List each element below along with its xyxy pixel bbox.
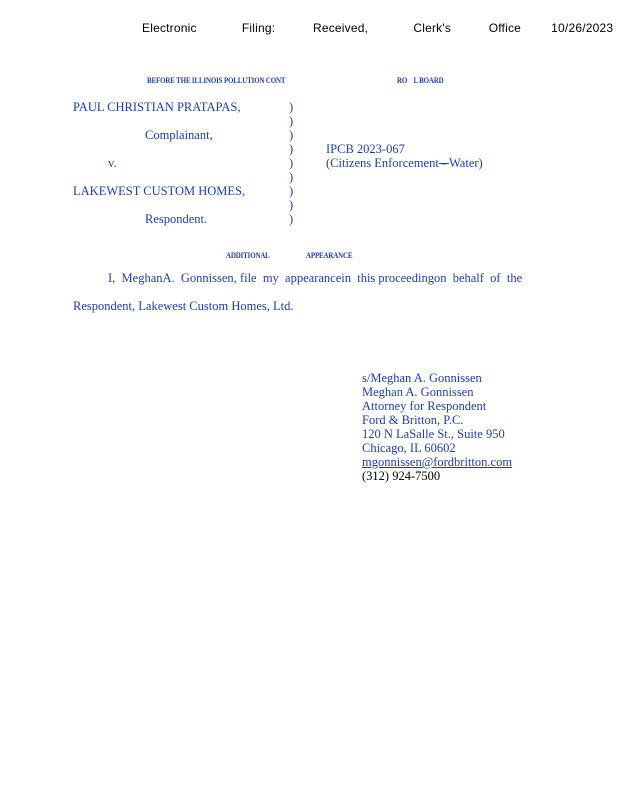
caption-paren: ) <box>289 170 294 184</box>
case-type-suffix: Water) <box>449 156 483 170</box>
caption-paren: ) <box>289 212 294 226</box>
filing-stamp-header: Electronic Filing: Received, Clerk's Office 10/26/2023 <box>142 21 614 35</box>
attorney-email-link[interactable]: mgonnissen@fordbritton.com <box>362 455 513 469</box>
versus-label: v. <box>108 156 117 170</box>
appearance-body-line-2: Respondent, Lakewest Custom Homes, Ltd. <box>73 299 294 313</box>
firm-city-state-zip: Chicago, IL 60602 <box>362 441 456 455</box>
appearance-body-line-1: I, MeghanA. Gonnissen, file my appearancein this proceedingon behalf of the <box>108 271 523 285</box>
caption-paren: ) <box>289 114 294 128</box>
complainant-role: Complainant, <box>145 128 213 142</box>
caption-paren: ) <box>289 128 294 142</box>
caption-paren: ) <box>289 142 294 156</box>
complainant-name: PAUL CHRISTIAN PRATAPAS, <box>73 100 241 114</box>
firm-street-address: 120 N LaSalle St., Suite 950 <box>362 427 505 441</box>
board-heading-left: BEFORE THE ILLINOIS POLLUTION CONT <box>147 75 286 85</box>
section-heading-right: APPEARANCE <box>306 250 353 260</box>
caption-paren: ) <box>289 100 294 114</box>
attorney-title: Attorney for Respondent <box>362 399 487 413</box>
caption-paren: ) <box>289 198 294 212</box>
case-type-dash: - <box>438 156 449 170</box>
case-type <box>326 156 483 171</box>
board-heading-right: RO L BOARD <box>397 75 444 85</box>
caption-paren: ) <box>289 184 294 198</box>
case-type-prefix: (Citizens Enforcement <box>326 156 439 170</box>
respondent-role: Respondent. <box>145 212 208 226</box>
respondent-name: LAKEWEST CUSTOM HOMES, <box>73 184 246 198</box>
section-heading-left: ADDITIONAL <box>226 250 270 260</box>
caption-paren: ) <box>289 156 294 170</box>
attorney-phone: (312) 924-7500 <box>362 469 441 483</box>
law-firm-name: Ford & Britton, P.C. <box>362 413 464 427</box>
attorney-name: Meghan A. Gonnissen <box>362 385 474 399</box>
case-number: IPCB 2023-067 <box>326 142 405 156</box>
electronic-signature: s/Meghan A. Gonnissen <box>362 371 482 385</box>
